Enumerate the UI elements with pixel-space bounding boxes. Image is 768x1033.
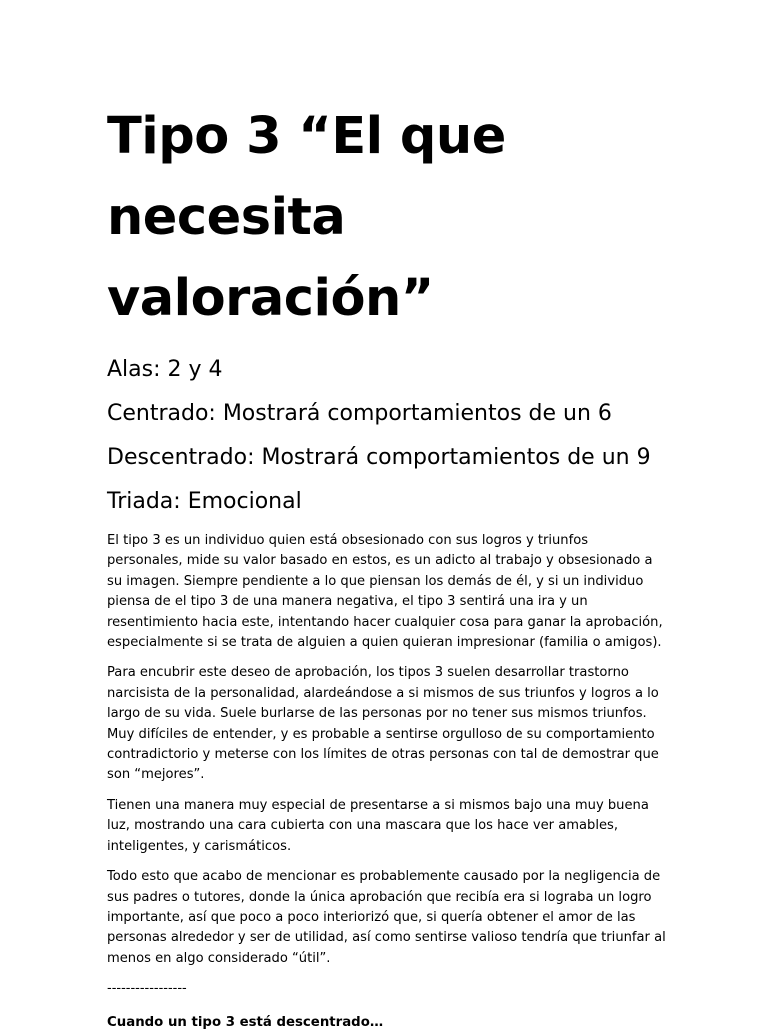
title-line-2: necesita valoración”: [107, 188, 434, 328]
paragraph-narcissism: Para encubrir este deseo de aprobación, los tipos 3 suelen desarrollar trastorno narcisista de la personalidad, alardeándose a si mismos de sus triunfos y logros a lo largo de su vida. Suele burlarse de las personas por no tener sus mismos triunfos. Muy difíciles de entender, y es probable a sentirse orgulloso de su comportamiento contradictorio y meterse con los límites de otras personas con tal de demostrar que son “mejores”.: [107, 665, 659, 783]
triad-line: Triada: Emocional: [107, 489, 302, 514]
document-title: [107, 96, 667, 339]
decentered-line: Descentrado: Mostrará comportamientos de un 9: [107, 445, 651, 470]
wings-line: Alas: 2 y 4: [107, 357, 223, 382]
paragraph-presentation: Tienen una manera muy especial de presentarse a si mismos bajo una muy buena luz, mostrando una cara cubierta con una mascara que los hace ver amables, inteligentes, y carismáticos.: [107, 797, 649, 854]
centered-line: Centrado: Mostrará comportamientos de un 6: [107, 401, 612, 426]
paragraph-intro: El tipo 3 es un individuo quien está obsesionado con sus logros y triunfos personales, mide su valor basado en estos, es un adicto al trabajo y obsesionado a su imagen. Siempre pendiente a lo que piensan los demás de él, y si un individuo piensa de el tipo 3 de una manera negativa, el tipo 3 sentirá una ira y un resentimiento hacia este, intentando hacer cualquier cosa para ganar la aprobación, especialmente si se trata de alguien a quien quieran impresionar (familia o amigos).: [107, 533, 663, 651]
title-line-1: Tipo 3 “El que: [107, 107, 506, 166]
document-page: [107, 96, 667, 1033]
paragraph-origin: Todo esto que acabo de mencionar es probablemente causado por la negligencia de sus padres o tutores, donde la única aprobación que recibía era si lograba un logro importante, así que poco a poco interiorizó que, si quería obtener el amor de las personas alrededor y ser de utilidad, así como sentirse valioso tendría que triunfar al menos en algo considerado “útil”.: [107, 869, 666, 966]
section-subheading: Cuando un tipo 3 está descentrado…: [107, 1015, 384, 1031]
section-divider: -----------------: [107, 981, 187, 997]
